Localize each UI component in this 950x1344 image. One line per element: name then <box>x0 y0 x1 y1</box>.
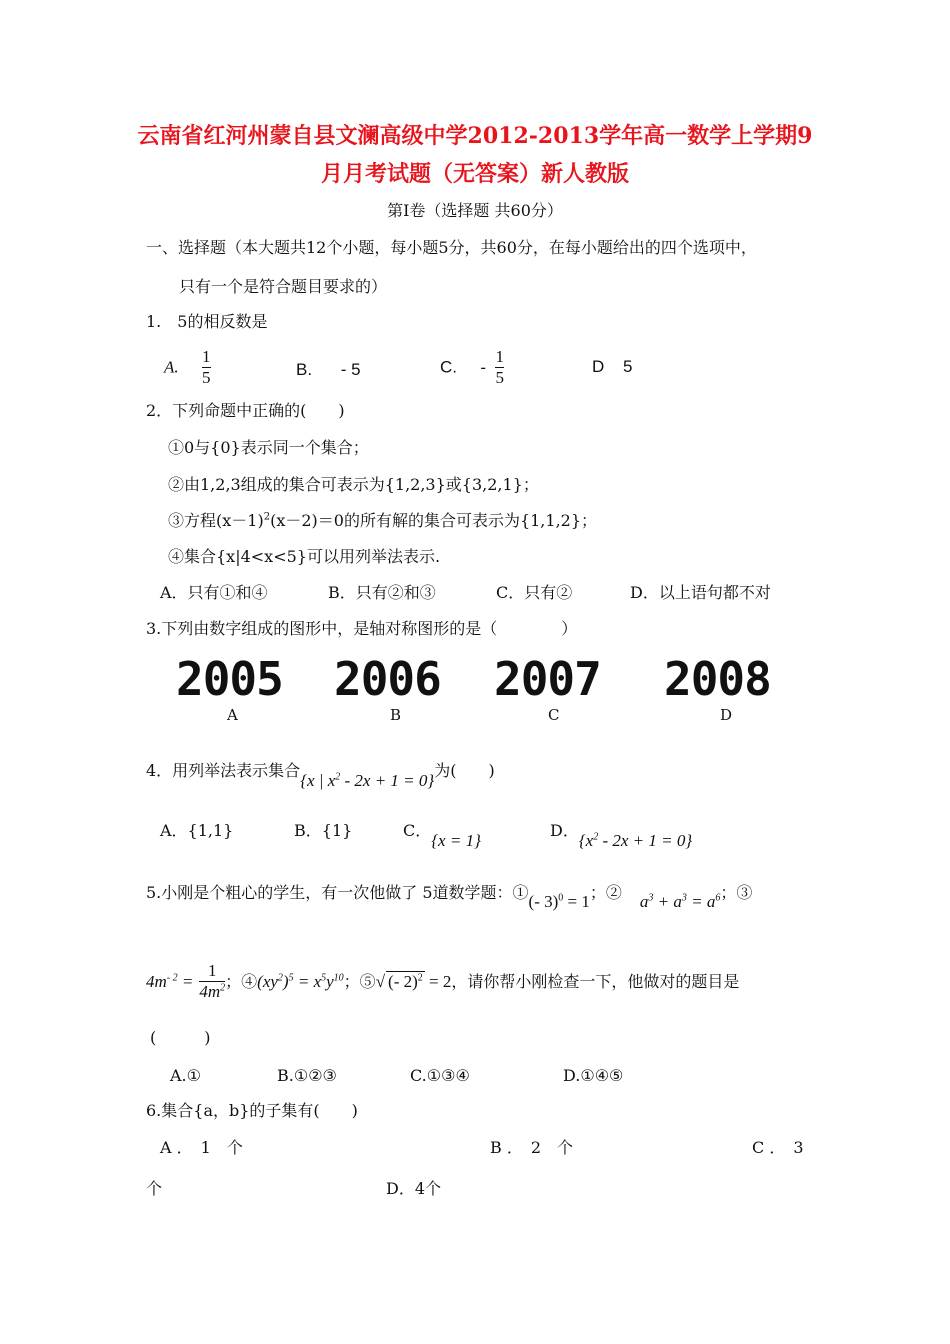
q3-label-a: A <box>227 706 238 724</box>
q1-c-numerator: 1 <box>495 347 504 366</box>
q5-line-2 <box>146 962 739 1001</box>
q5-e2-sup: 3 <box>648 892 654 904</box>
q5-e4-sup: 2 <box>277 971 283 983</box>
q5-expr-4 <box>257 972 344 992</box>
q1-c-sign: - <box>480 357 487 377</box>
q4-set-post: - 2x + 1 = 0} <box>340 771 435 790</box>
q5-expr-1 <box>529 892 590 911</box>
q4-stem-end: 为( ) <box>434 761 495 780</box>
q4-stem-text: 4．用列举法表示集合 <box>146 761 301 780</box>
q5-e5-radicand <box>386 971 425 992</box>
q4-option-c <box>403 821 481 850</box>
q6-option-b: B ． 2 个 <box>490 1138 574 1157</box>
q2-option-b: B．只有②和③ <box>328 583 436 602</box>
q5-e2-a: a <box>639 892 649 911</box>
q2-statement-2: ②由1,2,3组成的集合可表示为{1,2,3}或{3,2,1}； <box>168 475 539 494</box>
q5-sep-4: ；⑤ <box>343 971 376 991</box>
q1-c-denominator: 5 <box>495 368 504 387</box>
q4-d-sup: 2 <box>593 831 599 843</box>
q3-label-d: D <box>720 706 733 724</box>
q2-s3-pre: ③方程(x－1) <box>168 511 264 530</box>
q4-d-post: - 2x + 1 = 0} <box>598 831 693 850</box>
q4-d-pre: {x <box>578 831 594 850</box>
q4-c-expression: {x = 1} <box>431 831 481 850</box>
q2-option-c: C．只有② <box>496 583 573 602</box>
q6-option-d: D．4个 <box>386 1179 442 1198</box>
q3-figure-c: 2007 <box>494 652 601 706</box>
q1-b-label: B. <box>296 360 313 379</box>
q5-e3-eq: = <box>177 971 194 991</box>
q5-e2-eq: = a <box>686 892 716 911</box>
q5-option-d: D.①④⑤ <box>563 1066 624 1085</box>
q2-stem: 2．下列命题中正确的( ) <box>146 401 345 420</box>
q4-stem <box>146 761 495 790</box>
q3-stem: 3.下列由数字组成的图形中，是轴对称图形的是（ ） <box>146 619 578 638</box>
q1-option-b <box>296 360 361 380</box>
q5-e5-rad: (- 2) <box>388 972 418 991</box>
q1-c-fraction <box>495 348 504 387</box>
q5-e1-base: (- 3) <box>528 892 559 911</box>
q2-s3-sup: 2 <box>263 511 271 523</box>
q4-set-sup: 2 <box>335 771 341 783</box>
q5-e5-eq: = 2 <box>424 972 452 991</box>
q3-label-b: B <box>390 706 402 724</box>
q3-figure-b: 2006 <box>334 652 441 706</box>
q5-e3-den <box>199 983 225 1001</box>
q5-stem-end: ，请你帮小刚检查一下，他做对的题目是 <box>451 971 740 991</box>
q1-option-d <box>592 357 632 377</box>
q1-a-label: A. <box>164 357 179 377</box>
q5-stem-text: 5.小刚是个粗心的学生，有一次他做了 5道数学题：① <box>146 883 529 902</box>
q5-e3-sup: - 2 <box>166 971 178 983</box>
q1-stem: 1. 5的相反数是 <box>146 312 268 331</box>
q1-d-value: 5 <box>623 357 633 376</box>
q1-a-fraction <box>202 348 211 387</box>
q5-e4-eq: = x <box>293 971 322 991</box>
q2-option-a: A．只有①和④ <box>160 583 268 602</box>
q5-e2-sup3: 6 <box>715 892 721 904</box>
q2-s3-post: (x－2)＝0的所有解的集合可表示为{1,1,2}； <box>270 511 598 530</box>
q4-set-expression <box>300 771 434 790</box>
q5-e2-sup2: 3 <box>681 892 687 904</box>
q5-e3-fraction <box>199 962 225 1001</box>
q2-statement-1: ①0与{0}表示同一个集合； <box>168 438 369 457</box>
q5-e3-pre: 4m <box>146 971 167 991</box>
q5-answer-paren: ( ) <box>150 1028 211 1047</box>
q4-d-expression <box>579 831 692 850</box>
q5-e1-post: = 1 <box>563 892 590 911</box>
q5-option-a: A.① <box>170 1066 201 1085</box>
q6-option-c: C ． 3 <box>752 1138 804 1157</box>
q5-e4-pre: (xy <box>257 971 278 991</box>
volume-header: 第Ⅰ卷（选择题 共60分） <box>387 201 563 220</box>
q5-e4-sup4: 10 <box>333 971 344 983</box>
q5-e4-y: y <box>326 971 334 991</box>
q6-stem: 6.集合{a，b}的子集有( ) <box>146 1101 358 1120</box>
q1-a-denominator: 5 <box>202 368 211 387</box>
q1-a-numerator: 1 <box>202 347 211 366</box>
q5-expr-3 <box>146 972 193 992</box>
q1-b-value: - 5 <box>340 360 361 379</box>
q5-e4-sup3: 5 <box>321 971 327 983</box>
q5-stem <box>146 883 753 911</box>
q5-e1-sup: 0 <box>558 892 564 904</box>
q5-sep-3: ；④ <box>225 971 258 991</box>
q5-e3-den-sup: 2 <box>220 982 226 994</box>
q5-e3-den-base: 4m <box>199 982 221 1001</box>
q5-option-c: C.①③④ <box>410 1066 470 1085</box>
doc-title-line2: 月月考试题（无答案）新人教版 <box>320 161 629 187</box>
q5-expr-5: √ (- 2)$^2$ = 2 <box>375 972 452 991</box>
q5-sep-1: ；② <box>589 883 622 902</box>
q5-e3-num: 1 <box>208 961 217 980</box>
q1-option-a <box>164 348 211 387</box>
q5-option-b: B.①②③ <box>277 1066 337 1085</box>
q2-statement-4: ④集合{x|4<x<5}可以用列举法表示. <box>168 547 441 566</box>
q3-figure-a: 2005 <box>176 652 283 706</box>
q5-expr-2 <box>640 892 720 911</box>
q4-d-label: D． <box>550 821 579 840</box>
q1-option-c <box>440 348 504 387</box>
q5-sep-2: ；③ <box>720 883 753 902</box>
section-intro-2: 只有一个是符合题目要求的） <box>179 277 388 296</box>
section-intro-1: 一、选择题（本大题共12个小题，每小题5分，共60分，在每小题给出的四个选项中， <box>146 238 757 257</box>
q4-option-d <box>550 821 693 850</box>
q5-e4-sup2: 5 <box>288 971 294 983</box>
q4-set-pre: {x | x <box>300 771 336 790</box>
q4-c-label: C． <box>403 821 432 840</box>
q6-option-a: A ． 1 个 <box>160 1138 243 1157</box>
doc-title-line1: 云南省红河州蒙自县文澜高级中学2012-2013学年高一数学上学期9 <box>137 123 813 149</box>
q1-d-label: D <box>592 357 605 376</box>
q4-option-b: B．{1} <box>294 821 353 840</box>
q1-c-label: C. <box>440 357 457 377</box>
q5-e5-sup: 2 <box>417 972 423 984</box>
q6-option-c-tail: 个 <box>146 1179 163 1198</box>
q2-option-d: D．以上语句都不对 <box>630 583 771 602</box>
q3-label-c: C <box>548 706 560 724</box>
q2-statement-3 <box>168 511 597 531</box>
q3-figure-d: 2008 <box>664 652 771 706</box>
q5-e4-mid: ) <box>282 971 289 991</box>
q5-e2-mid: + a <box>653 892 682 911</box>
q4-option-a: A．{1,1} <box>160 821 234 840</box>
